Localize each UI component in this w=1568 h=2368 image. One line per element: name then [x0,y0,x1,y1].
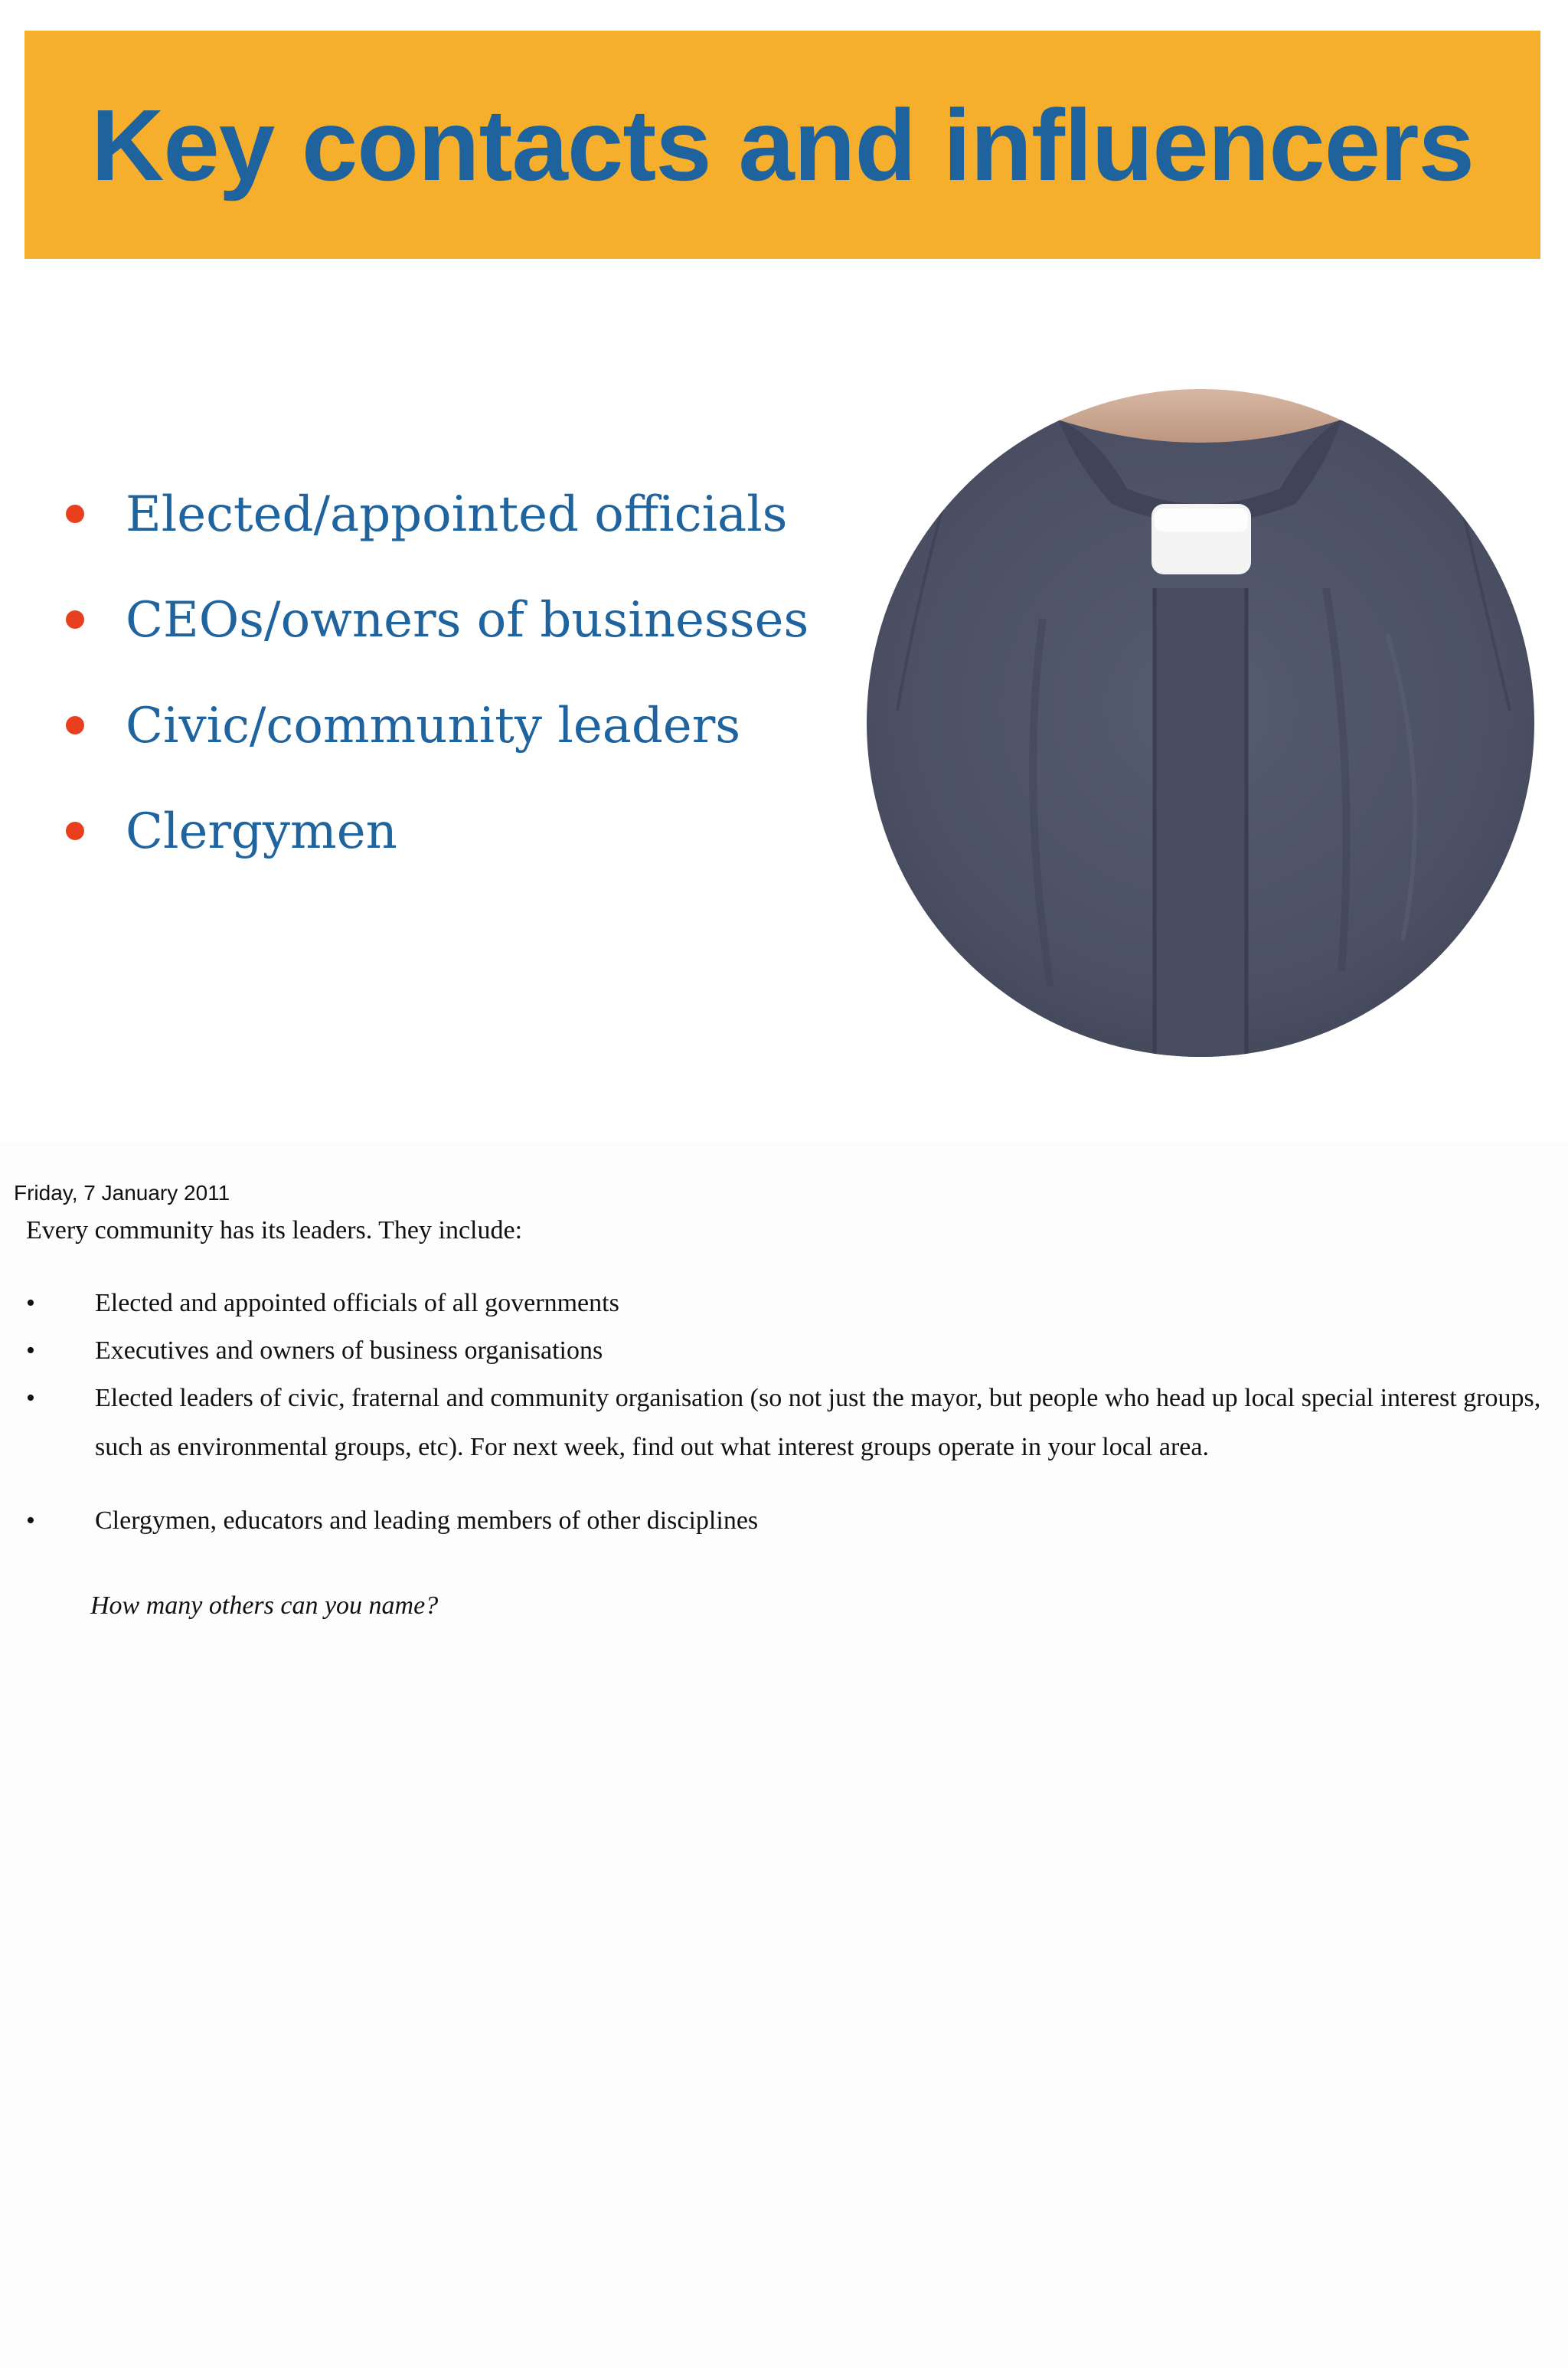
slide-bullet [66,581,808,686]
slide-bullet-list [66,475,808,898]
note-bullet-icon: • [26,1289,35,1317]
note-bullet-icon: • [26,1336,35,1365]
notes-intro: Every community has its leaders. They include: [26,1216,523,1245]
note-item-text: Elected leaders of civic, fraternal and community organisation (so not just the mayor, but people who head up local special interest groups, such as environmental groups, etc). For next week, find out what interest groups operate in your local area. [95,1384,1541,1461]
note-item-text: Executives and owners of business organisations [95,1336,603,1365]
note-item-text: Clergymen, educators and leading members of other disciplines [95,1506,759,1535]
bullet-dot-icon [66,505,84,523]
notes-question: How many others can you name? [90,1591,439,1620]
slide [0,0,1568,1141]
title-banner [24,31,1540,259]
clergy-collar-photo [867,389,1534,1057]
slide-bullet-text: Civic/community leaders [126,698,741,754]
slide-bullet-text: Clergymen [126,803,397,860]
note-bullet-icon: • [26,1506,35,1535]
slide-bullet [66,686,808,792]
slide-bullet [66,475,808,581]
bullet-dot-icon [66,716,84,734]
slide-bullet-text: CEOs/owners of businesses [126,592,809,649]
bullet-dot-icon [66,822,84,840]
clergy-shirt-icon [867,389,1534,1057]
slide-title: Key contacts and influencers [91,88,1474,201]
notes-date: Friday, 7 January 2011 [14,1181,230,1205]
bullet-dot-icon [66,610,84,629]
slide-bullet [66,792,808,898]
note-bullet-icon: • [26,1384,35,1412]
slide-bullet-text: Elected/appointed officials [126,486,788,543]
note-item-text: Elected and appointed officials of all governments [95,1289,619,1317]
